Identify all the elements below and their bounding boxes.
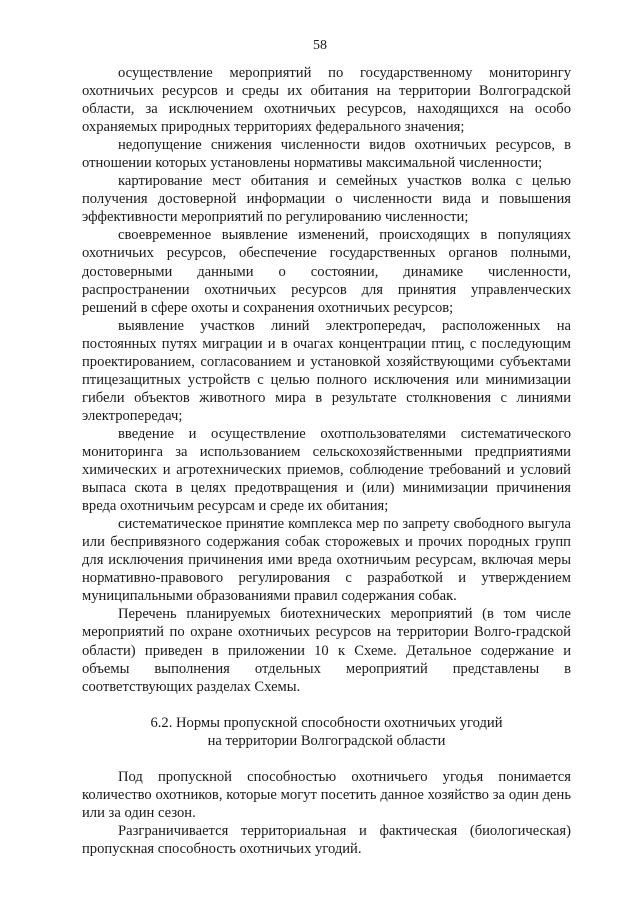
page-number: 58 [313,38,327,53]
paragraph-wolf-mapping: картирование мест обитания и семейных участков волка с целью получения достоверной информации о численности вида и повышения эффективности мероприятий по регулированию численности; [82,173,571,226]
paragraph-monitoring: осуществление мероприятий по государственному мониторингу охотничьих ресурсов и среды их обитания на территории Волгоградской области, за исключением охотничьих ресурсов, находящихся на особо охраняемых природных территориях федерального значения; [82,65,571,136]
paragraph-capacity-definition: Под пропускной способностью охотничьего угодья понимается количество охотников, которые могут посетить данное хозяйство за один день или за один сезон. [82,768,571,821]
paragraph-power-lines: выявление участков линий электропередач, расположенных на постоянных путях миграции и в очагах концентрации птиц, с последующим проектированием, согласованием и установкой хозяйствующими субъектами птицезащитных устройств с целью полного исключения или минимизации гибели объектов животного мира в результате столкновения с линиями электропередач; [82,317,571,424]
paragraph-dogs: систематическое принятие комплекса мер по запрету свободного выгула или беспривязного содержания собак сторожевых и прочих породных групп для исключения причинения ими вреда охотничьим ресурсам, включая меры нормативно-правового регулирования с разработкой и утверждением муниципальными образованиями правил содержания собак. [82,516,571,605]
paragraph-population-control: недопущение снижения численности видов охотничьих ресурсов, в отношении которых установлены нормативы максимальной численности; [82,137,571,172]
paragraph-agro-monitoring: введение и осуществление охотпользователями систематического мониторинга за использованием сельскохозяйственными предприятиями химических и агротехнических приемов, соблюдение требований и условий выпаса скота в целях предотвращения и (или) минимизации причинения вреда охотничьим ресурсам и среде их обитания; [82,425,571,515]
paragraph-capacity-types: Разграничивается территориальная и фактическая (биологическая) пропускная способность охотничьих угодий. [82,822,571,857]
section-heading-line2: на территории Волгоградской области [207,732,446,749]
section-heading-line1: 6.2. Нормы пропускной способности охотничьих угодий [150,714,503,731]
paragraph-population-changes: своевременное выявление изменений, происходящих в популяциях охотничьих ресурсов, обеспечение государственных органов полными, достоверными данными о состоянии, динамике численности, распространении охотничьих ресурсов для принятия управленческих решений в сфере охоты и сохранения охотничьих ресурсов; [82,227,571,316]
section-heading [82,714,571,750]
paragraph-biotech-list: Перечень планируемых биотехнических мероприятий (в том числе мероприятий по охране охотничьих ресурсов на территории Волго-градской области) приведен в приложении 10 к Схеме. Детальное содержание и объемы выполнения отдельных мероприятий представлены в соответствующих разделах Схемы. [82,606,571,695]
document-body [82,64,571,858]
